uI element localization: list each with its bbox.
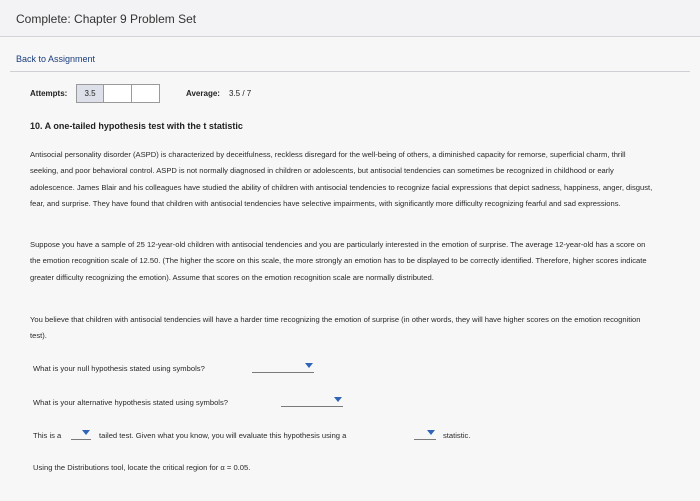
attempts-segment bbox=[104, 85, 132, 102]
tailed-test-text: tailed test. Given what you know, you will evaluate this hypothesis using a bbox=[99, 431, 347, 440]
window-title: Complete: Chapter 9 Problem Set bbox=[16, 12, 197, 26]
distribution-prompt: Using the Distributions tool, locate the critical region for α = 0.05. bbox=[33, 463, 251, 472]
this-is-a-label: This is a bbox=[33, 431, 62, 440]
statistic-type-dropdown[interactable] bbox=[414, 427, 436, 440]
attempts-meter bbox=[76, 84, 160, 103]
average-value: 3.5 / 7 bbox=[229, 89, 252, 98]
dropdown-arrow-icon bbox=[334, 397, 342, 402]
attempts-value: 3.5 bbox=[77, 85, 104, 102]
alternative-hypothesis-prompt: What is your alternative hypothesis stated using symbols? bbox=[33, 398, 229, 407]
dropdown-arrow-icon bbox=[427, 430, 435, 435]
divider bbox=[10, 71, 690, 72]
content-panel bbox=[0, 37, 700, 501]
back-to-assignment-link[interactable]: Back to Assignment bbox=[16, 54, 96, 64]
null-hypothesis-prompt: What is your null hypothesis stated using symbols? bbox=[33, 364, 205, 373]
dropdown-arrow-icon bbox=[305, 363, 313, 368]
question-paragraph: Suppose you have a sample of 25 12-year-old children with antisocial tendencies and you are particularly interested in the emotion of surprise. The average 12-year-old has a score on the emotion recognition scale of 12.50. (The higher the score on this scale, the more strongly an emotion has to be displayed to be correctly identified. Therefore, higher scores indicate greater difficulty recognizing the emotion). Assume that scores on the emotion recognition scale are normally distributed. bbox=[30, 240, 647, 282]
title-bar bbox=[0, 0, 700, 37]
average-label: Average: bbox=[186, 89, 220, 98]
null-hypothesis-dropdown[interactable] bbox=[252, 360, 314, 373]
attempts-label: Attempts: bbox=[30, 89, 68, 98]
tail-type-dropdown[interactable] bbox=[71, 427, 91, 440]
alternative-hypothesis-dropdown[interactable] bbox=[281, 394, 343, 407]
question-paragraph: You believe that children with antisocial tendencies will have a harder time recognizing the emotion of surprise (in other words, they will have higher scores on the emotion recognition test). bbox=[30, 315, 641, 341]
question-title: 10. A one-tailed hypothesis test with the t statistic bbox=[30, 121, 243, 131]
dropdown-arrow-icon bbox=[82, 430, 90, 435]
statistic-text: statistic. bbox=[443, 431, 471, 440]
attempts-segment bbox=[132, 85, 159, 102]
question-paragraph: Antisocial personality disorder (ASPD) is characterized by deceitfulness, reckless disregard for the well-being of others, a diminished capacity for remorse, superficial charm, thrill seeking, and poor behavioral control. ASPD is not normally diagnosed in children or adolescents, but antisocial tendencies can sometimes be recognized in childhood or early adolescence. James Blair and his colleagues have studied the ability of children with antisocial tendencies to recognize facial expressions that depict sadness, happiness, anger, disgust, fear, and surprise. They have found that children with antisocial tendencies have selective impairments, with significantly more difficulty recognizing fearful and sad expressions. bbox=[30, 150, 653, 208]
